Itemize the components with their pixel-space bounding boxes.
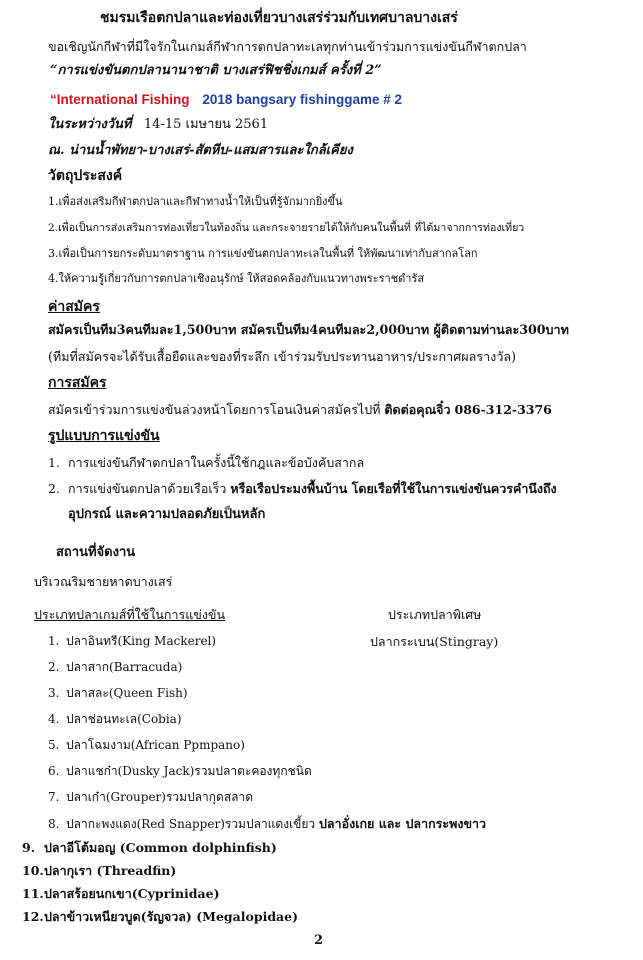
venue-heading: สถานที่จัดงาน (56, 545, 136, 560)
fish-name: ปลาเก๋า(Grouper)รวมปลากุดสลาด (66, 790, 254, 804)
event-name-english (50, 92, 402, 109)
fish-number: 3. (48, 686, 60, 700)
fish-name: ปลาอินทรี(King Mackerel) (66, 634, 217, 648)
fish-name-extra: ปลาอั่งเกย และ ปลากระพงขาว (318, 816, 487, 831)
objective-item: 3.เพื่อเป็นการยกระดับมาตราฐาน การแข่งขันตกปลาทะเลในพื้นที่ ให้พัฒนาเท่ากับสากลโลก (48, 247, 478, 260)
format-item-text: การแข่งขันกีฬาตกปลาในครั้งนี้ใช้กฎและข้อบังคับสากล (68, 455, 365, 470)
fish-list-item (22, 887, 219, 901)
venue-text: บริเวณริมชายหาดบางเสร่ (34, 574, 173, 589)
fish-number: 9. (22, 840, 36, 855)
event-english-blue-part: 2018 bangsary fishinggame # 2 (202, 92, 402, 107)
objective-item: 1.เพื่อส่งเสริมกีฬาตกปลาและกีฬาทางน้ำให้เป็นที่รู้จักมากยิ่งขึ้น (48, 195, 343, 208)
format-item-number: 1. (48, 455, 60, 470)
fish-name: ปลาอีโต้มอญ (Common dolphinfish) (44, 840, 277, 855)
fish-list-item (48, 791, 253, 805)
event-name-thai: “การแข่งขันตกปลานานาชาติ บางเสร่ฟิชชิ่งเกมส์ ครั้งที่ 2” (50, 63, 382, 78)
format-item-text: การแข่งขันตกปลาด้วยเรือเร็ว (68, 481, 227, 496)
fish-number: 5. (48, 738, 60, 752)
fish-name: ปลากุเรา (Threadfin) (44, 863, 177, 878)
fees-note: (ทีมที่สมัครจะได้รับเสื้อยืดและของที่ระลึก เข้าร่วมรับประทานอาหาร/ประกาศผลรางวัล) (48, 349, 517, 364)
fish-name: ปลาสละ(Queen Fish) (66, 686, 188, 700)
special-fish-item: ปลากระเบน(Stingray) (370, 634, 499, 649)
fish-name: ปลาโฉมงาม(African Ppmpano) (66, 738, 245, 752)
registration-phone: 086-312-3376 (454, 402, 552, 417)
fish-number: 10. (22, 863, 44, 878)
fish-list-item (22, 864, 176, 878)
special-fish-heading: ประเภทปลาพิเศษ (388, 607, 482, 622)
fish-number: 4. (48, 712, 60, 726)
fish-name: ปลาช่อนทะเล(Cobia) (66, 712, 182, 726)
fish-list-item (48, 661, 182, 675)
fish-name: ปลากะพงแดง(Red Snapper)รวมปลาแดงเขี้ยว (66, 817, 316, 831)
fish-number: 7. (48, 790, 60, 804)
registration-instructions: สมัครเข้าร่วมการแข่งขันล่วงหน้าโดยการโอนเงินค่าสมัครไปที่ (48, 402, 381, 417)
event-english-red-part: “International Fishing (50, 92, 190, 107)
fees-main: สมัครเป็นทีม3คนทีมละ1,500บาท สมัครเป็นทีม4คนทีมละ2,000บาท ผู้ติดตามท่านละ300บาท (48, 322, 569, 337)
fish-number: 8. (48, 817, 60, 831)
fish-name: ปลาแชก๋า(Dusky Jack)รวมปลาตะคองทุกชนิด (66, 764, 312, 778)
fish-name: ปลาข้าวเหนียวบูด(รัญจวล) (Megalopidae) (44, 909, 299, 924)
format-item-bold-text: หรือเรือประมงพื้นบ้าน โดยเรือที่ใช้ในการแข่งขันควรคำนึงถึง (230, 481, 557, 496)
date-value: 14-15 เมษายน 2561 (143, 117, 269, 132)
registration-contact: ติดต่อคุณจิ๋ว (384, 402, 451, 417)
event-location: ณ. น่านน้ำพัทยา-บางเสร่-สัตหีบ-แสมสารและใกล้เคียง (48, 143, 353, 158)
objective-item: 4.ให้ความรู้เกี่ยวกับการตกปลาเชิงอนุรักษ์ ให้สอดคล้องกับแนวทางพระราชดำรัส (48, 272, 425, 285)
fish-list-item (48, 635, 216, 649)
fish-number: 11. (22, 886, 44, 901)
fish-list-item (48, 687, 188, 701)
fish-name: ปลาสาก(Barracuda) (66, 660, 183, 674)
registration-heading: การสมัคร (48, 375, 107, 391)
fish-name: ปลาสร้อยนกเขา(Cyprinidae) (44, 886, 220, 901)
fish-list-item (48, 765, 312, 779)
objective-item: 2.เพื่อเป็นการส่งเสริมการท่องเที่ยวในท้องถิ่น และกระจายรายได้ให้กับคนในพื้นที่ ที่ได้มาจากการท่องเที่ยว (48, 222, 525, 234)
date-label: ในระหว่างวันที่ (48, 117, 132, 132)
invitation-text: ขอเชิญนักกีฬาที่มีใจรักในเกมส์กีฬาการตกปลาทะเลทุกท่านเข้าร่วมการแข่งขันกีฬาตกปลา (48, 39, 527, 54)
format-heading: รูปแบบการแข่งขัน (48, 428, 160, 444)
event-date (48, 118, 268, 133)
fish-list-item (48, 713, 182, 727)
fish-number: 6. (48, 764, 60, 778)
format-item-continuation: อุปกรณ์ และความปลอดภัยเป็นหลัก (68, 507, 266, 522)
fish-number: 12. (22, 909, 44, 924)
format-item-number: 2. (48, 481, 60, 496)
fish-list-item (48, 739, 245, 753)
fish-list-item (22, 910, 298, 924)
fish-list-item (22, 841, 277, 855)
format-item (48, 482, 557, 496)
fish-list-item (48, 817, 486, 832)
fish-number: 2. (48, 660, 60, 674)
objectives-heading: วัตถุประสงค์ (48, 168, 123, 184)
registration-text (48, 403, 552, 417)
fish-number: 1. (48, 634, 60, 648)
page-number: 2 (314, 933, 324, 948)
fees-heading: ค่าสมัคร (48, 299, 100, 315)
fish-types-heading: ประเภทปลาเกมส์ที่ใช้ในการแข่งขัน (34, 607, 226, 622)
format-item (48, 456, 364, 470)
document-title: ชมรมเรือตกปลาและท่องเที่ยวบางเสร่ร่วมกับเทศบาลบางเสร่ (100, 10, 458, 26)
